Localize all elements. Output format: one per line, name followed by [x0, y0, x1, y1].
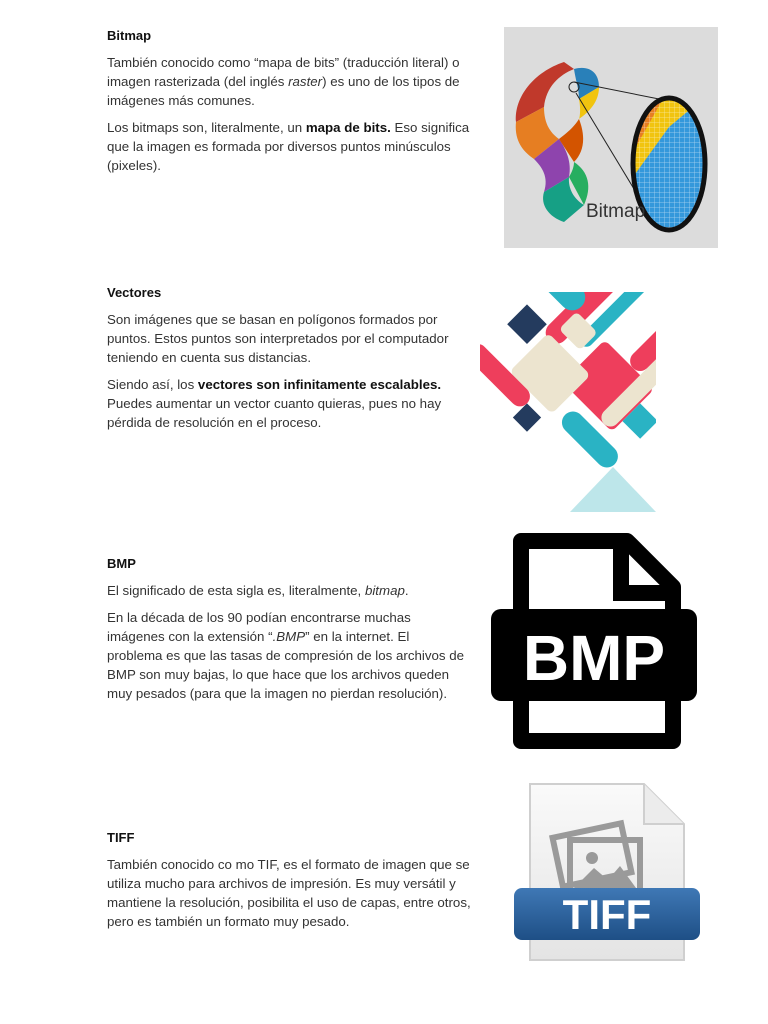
tiff-icon-label: TIFF — [562, 891, 652, 938]
vectores-section — [107, 285, 462, 440]
bitmap-heading: Bitmap — [107, 28, 152, 43]
bitmap-section — [107, 28, 487, 183]
vector-illustration — [480, 292, 656, 512]
tiff-section — [107, 830, 489, 939]
tiff-paragraph-1: También conocido co mo TIF, es el formato de imagen que se utiliza mucho para archivos de impresión. Es muy versátil y mantiene la resolución, posibilita el uso de capas, entre otros, pero es también un formato muy pesado. — [107, 857, 471, 929]
bitmap-paragraph-2: Los bitmaps son, literalmente, un mapa de bits. Eso significa que la imagen es formada por diversos puntos minúsculos (pixeles). — [107, 120, 470, 173]
bitmap-image-label: Bitmap — [586, 201, 646, 222]
bmp-section — [107, 556, 467, 711]
vectores-heading: Vectores — [107, 285, 162, 300]
vectores-paragraph-2: Siendo así, los vectores son infinitamente escalables. Puedes aumentar un vector cuanto quieras, pues no hay pérdida de resolución en el proceso. — [107, 377, 442, 430]
tiff-heading: TIFF — [107, 830, 135, 845]
bitmap-illustration — [504, 27, 718, 248]
bmp-icon-label: BMP — [522, 622, 666, 694]
bmp-paragraph-2: En la década de los 90 podían encontrarse muchas imágenes con la extensión “.BMP” en la internet. El problema es que las tasas de compresión de los archivos de BMP son muy bajas, lo que hace que los archivos queden muy pesados (para que la imagen no pierdan resolución). — [107, 610, 464, 701]
bmp-heading: BMP — [107, 556, 136, 571]
tiff-file-icon — [512, 782, 702, 964]
bmp-file-icon — [489, 533, 701, 753]
bmp-paragraph-1: El significado de esta sigla es, literalmente, bitmap. — [107, 583, 409, 598]
bitmap-paragraph-1: También conocido como “mapa de bits” (traducción literal) o imagen rasterizada (del inglés raster) es uno de los tipos de imágenes más comunes. — [107, 55, 460, 108]
spiral-graphic — [516, 62, 599, 222]
vectores-paragraph-1: Son imágenes que se basan en polígonos formados por puntos. Estos puntos son interpretados por el computador teniendo en cuenta sus distancias. — [107, 312, 449, 365]
